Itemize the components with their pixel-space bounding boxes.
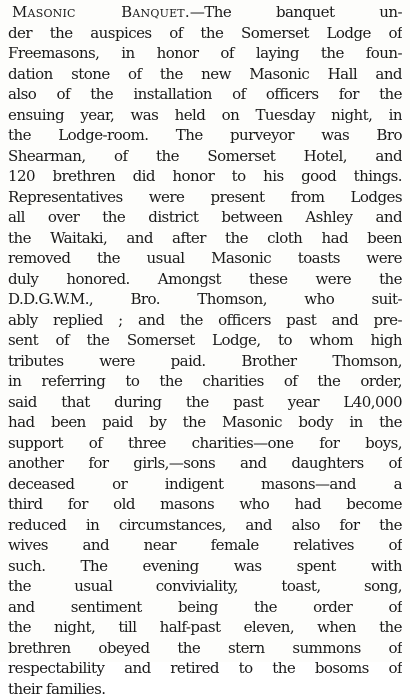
article-line-20: said that during the past year L40,000 (8, 392, 402, 413)
article-line-31: the night, till half-past eleven, when the (8, 617, 402, 638)
article-line-1-text: —The banquet un- (190, 3, 402, 21)
article-line-23: another for girls,—sons and daughters of (8, 453, 402, 474)
article-line-5: also of the installation of officers for the (8, 84, 402, 105)
article-line-18: tributes were paid. Brother Thomson, (8, 351, 402, 372)
article-line-12: the Waitaki, and after the cloth had been (8, 228, 402, 249)
article-line-28: such. The evening was spent with (8, 556, 402, 577)
article-line-30: and sentiment being the order of (8, 597, 402, 618)
article-line-1 (8, 2, 402, 23)
article-headline: Masonic Banquet. (12, 3, 190, 21)
article-line-7: the Lodge-room. The purveyor was Bro (8, 125, 402, 146)
article-line-15: D.D.G.W.M., Bro. Thomson, who suit- (8, 289, 402, 310)
article-line-3: Freemasons, in honor of laying the foun- (8, 43, 402, 64)
article-line-27: wives and near female relatives of (8, 535, 402, 556)
article-line-24: deceased or indigent masons—and a (8, 474, 402, 495)
article-line-11: all over the district between Ashley and (8, 207, 402, 228)
article-line-29: the usual conviviality, toast, song, (8, 576, 402, 597)
article-line-25: third for old masons who had become (8, 494, 402, 515)
article-line-19: in referring to the charities of the order, (8, 371, 402, 392)
article-line-2: der the auspices of the Somerset Lodge of (8, 23, 402, 44)
article-line-10: Representatives were present from Lodges (8, 187, 402, 208)
article-line-13: removed the usual Masonic toasts were (8, 248, 402, 269)
article-line-34: their families. (8, 679, 402, 699)
article-line-14: duly honored. Amongst these were the (8, 269, 402, 290)
article-line-4: dation stone of the new Masonic Hall and (8, 64, 402, 85)
article-line-16: ably replied ; and the officers past and pre- (8, 310, 402, 331)
article-line-6: ensuing year, was held on Tuesday night, in (8, 105, 402, 126)
article-line-8: Shearman, of the Somerset Hotel, and (8, 146, 402, 167)
article-line-32: brethren obeyed the stern summons of (8, 638, 402, 659)
article-line-17: sent of the Somerset Lodge, to whom high (8, 330, 402, 351)
article-line-21: had been paid by the Masonic body in the (8, 412, 402, 433)
article-line-33: respectability and retired to the bosoms of (8, 658, 402, 679)
article-line-22: support of three charities—one for boys, (8, 433, 402, 454)
article-line-9: 120 brethren did honor to his good things. (8, 166, 402, 187)
article-line-26: reduced in circumstances, and also for the (8, 515, 402, 536)
